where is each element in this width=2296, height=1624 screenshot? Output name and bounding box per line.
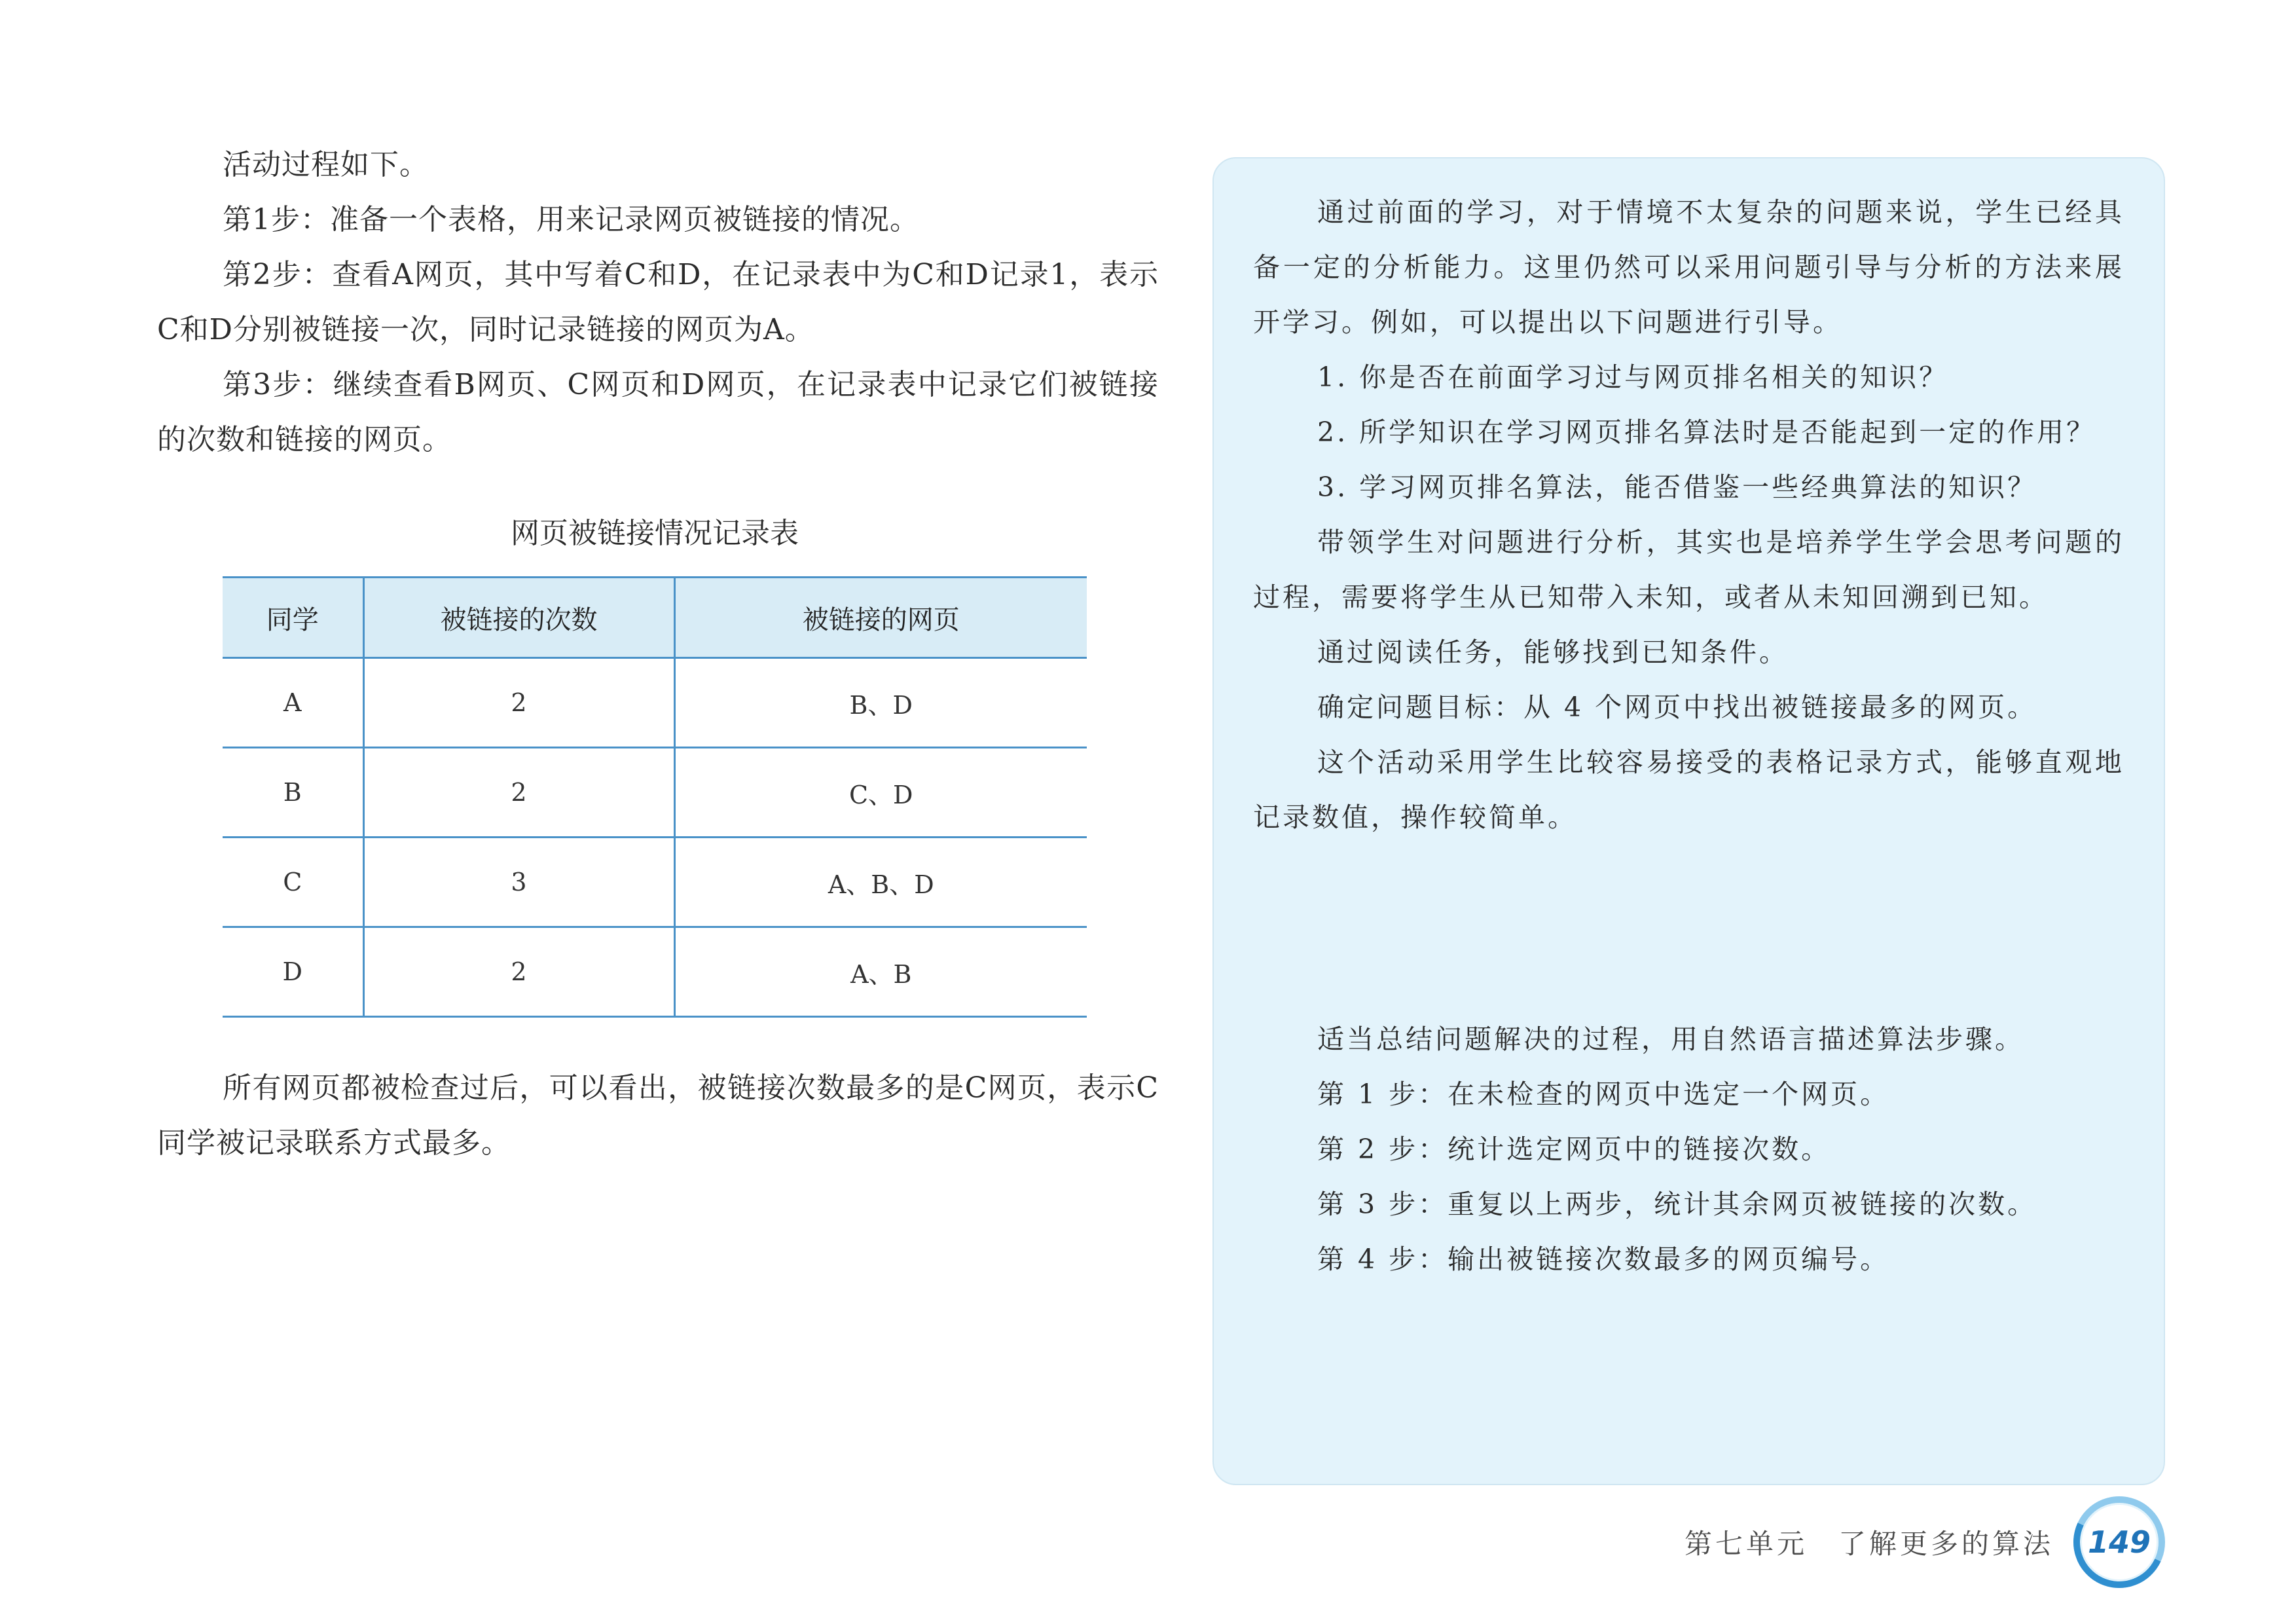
page-number: 149 xyxy=(2087,1524,2151,1560)
note-paragraph: 带领学生对问题进行分析，其实也是培养学生学会思考问题的过程，需要将学生从已知带入未知，或者从未知回溯到已知。 xyxy=(1253,526,2124,613)
table-cell: C、D xyxy=(674,748,1087,838)
column-header: 被链接的次数 xyxy=(363,578,674,658)
page-number-badge xyxy=(2073,1496,2165,1588)
table-header-row xyxy=(223,578,1087,658)
note-paragraph: 确定问题目标：从 4 个网页中找出被链接最多的网页。 xyxy=(1317,692,2037,723)
column-header: 被链接的网页 xyxy=(674,578,1087,658)
table-cell: B、D xyxy=(674,658,1087,748)
note-question: 1. 你是否在前面学习过与网页排名相关的知识？ xyxy=(1317,361,1949,393)
table-row xyxy=(223,748,1087,838)
table-cell: A、B xyxy=(674,927,1087,1017)
note-paragraph: 通过前面的学习，对于情境不太复杂的问题来说，学生已经具备一定的分析能力。这里仍然可以采用问题引导与分析的方法来展开学习。例如，可以提出以下问题进行引导。 xyxy=(1253,196,2124,338)
paragraph: 第1步：准备一个表格，用来记录网页被链接的情况。 xyxy=(223,203,919,236)
table-cell: B xyxy=(223,748,363,838)
column-header: 同学 xyxy=(223,578,363,658)
note-paragraph: 适当总结问题解决的过程，用自然语言描述算法步骤。 xyxy=(1317,1024,2024,1055)
teaching-notes-panel xyxy=(1212,157,2165,1485)
table-title: 网页被链接情况记录表 xyxy=(511,517,799,550)
paragraph: 第3步：继续查看B网页、C网页和D网页，在记录表中记录它们被链接的次数和链接的网页。 xyxy=(157,368,1159,456)
table-cell: C xyxy=(223,838,363,927)
note-question: 2. 所学知识在学习网页排名算法时是否能起到一定的作用？ xyxy=(1317,416,2096,448)
table-row xyxy=(223,927,1087,1017)
note-paragraph: 通过阅读任务，能够找到已知条件。 xyxy=(1317,637,1789,668)
unit-title: 第七单元 了解更多的算法 xyxy=(1684,1528,2054,1560)
table-row xyxy=(223,838,1087,927)
paragraph: 第2步：查看A网页，其中写着C和D，在记录表中为C和D记录1，表示C和D分别被链接一次，同时记录链接的网页为A。 xyxy=(157,258,1159,346)
conclusion-paragraph: 所有网页都被检查过后，可以看出，被链接次数最多的是C网页，表示C同学被记录联系方式最多。 xyxy=(157,1071,1159,1160)
notes-spacer xyxy=(1253,845,2124,1012)
page-footer xyxy=(1685,1496,2165,1588)
table-cell: 2 xyxy=(363,927,674,1017)
algorithm-step: 第 3 步：重复以上两步，统计其余网页被链接的次数。 xyxy=(1317,1189,2037,1220)
table-cell: 3 xyxy=(363,838,674,927)
note-paragraph: 这个活动采用学生比较容易接受的表格记录方式，能够直观地记录数值，操作较简单。 xyxy=(1253,747,2124,833)
table-cell: 2 xyxy=(363,748,674,838)
table-cell: A、B、D xyxy=(674,838,1087,927)
paragraph: 活动过程如下。 xyxy=(223,148,429,181)
algorithm-step: 第 2 步：统计选定网页中的链接次数。 xyxy=(1317,1134,1831,1165)
table-cell: 2 xyxy=(363,658,674,748)
main-text-column xyxy=(157,138,1159,1171)
table-cell: A xyxy=(223,658,363,748)
link-record-table xyxy=(223,576,1087,1018)
algorithm-step: 第 1 步：在未检查的网页中选定一个网页。 xyxy=(1317,1079,1890,1110)
table-cell: D xyxy=(223,927,363,1017)
algorithm-step: 第 4 步：输出被链接次数最多的网页编号。 xyxy=(1317,1244,1890,1275)
table-row xyxy=(223,658,1087,748)
note-question: 3. 学习网页排名算法，能否借鉴一些经典算法的知识？ xyxy=(1317,471,2037,503)
